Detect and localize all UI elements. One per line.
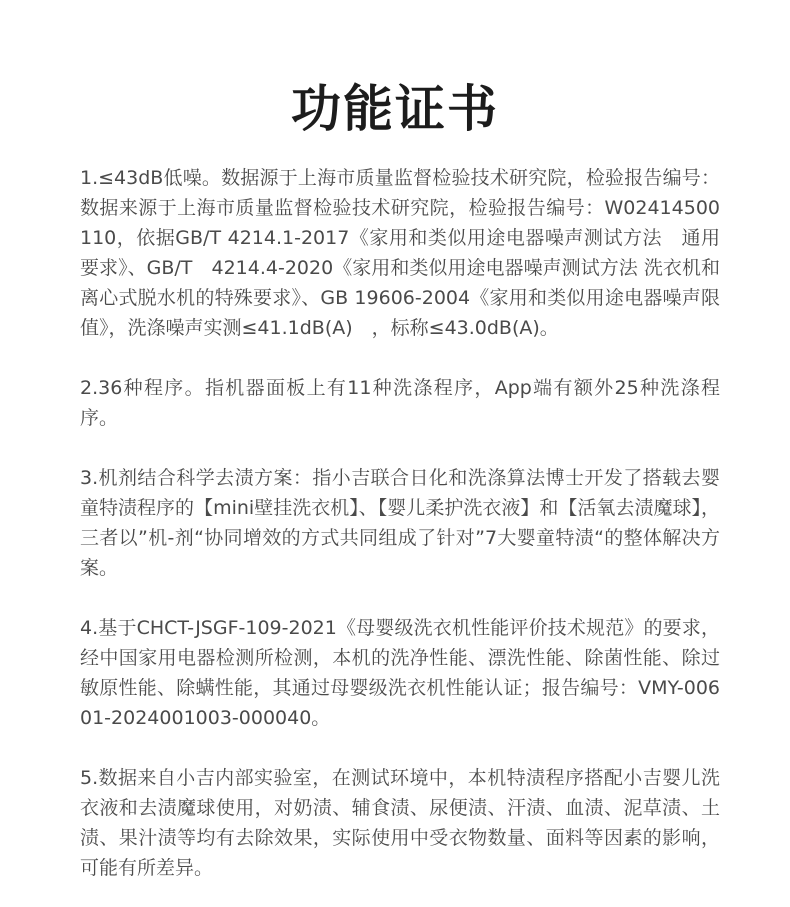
paragraph-certification: 4.基于CHCT-JSGF-109-2021《母婴级洗衣机性能评价技术规范》的要求，经中国家用电器检测所检测，本机的洗净性能、漂洗性能、除菌性能、除过敏原性能、除螨性能，其通过母婴级洗衣机性能认证；报告编号：VMY-00601-2024001003-000040。	[80, 617, 720, 729]
page-title: 功能证书	[291, 79, 499, 138]
paragraph-programs: 2.36种程序。指机器面板上有11种洗涤程序，App端有额外25种洗涤程序。	[80, 377, 720, 429]
certificate-content	[80, 163, 720, 883]
paragraph-lab-data: 5.数据来自小吉内部实验室，在测试环境中，本机特渍程序搭配小吉婴儿洗衣液和去渍魔球使用，对奶渍、辅食渍、尿便渍、汗渍、血渍、泥草渍、土渍、果汁渍等均有去除效果，实际使用中受衣物数量、面料等因素的影响，可能有所差异。	[80, 767, 720, 879]
paragraph-stain-solution: 3.机剂结合科学去渍方案：指小吉联合日化和洗涤算法博士开发了搭载去婴童特渍程序的【mini壁挂洗衣机】、【婴儿柔护洗衣液】和【活氧去渍魔球】，三者以”机-剂“协同增效的方式共同组成了针对”7大婴童特渍“的整体解决方案。	[80, 467, 720, 579]
paragraph-noise: 1.≤43dB低噪。数据源于上海市质量监督检验技术研究院，检验报告编号：数据来源于上海市质量监督检验技术研究院，检验报告编号：W02414500110，依据GB/T 4214.1-2017《家用和类似用途电器噪声测试方法 通用要求》、GB/T 4214.4-2020《家用和类似用途电器噪声测试方法 洗衣机和离心式脱水机的特殊要求》、GB 19606-2004《家用和类似用途电器噪声限值》，洗涤噪声实测≤41.1dB(A) ，标称≤43.0dB(A)。	[80, 167, 720, 339]
